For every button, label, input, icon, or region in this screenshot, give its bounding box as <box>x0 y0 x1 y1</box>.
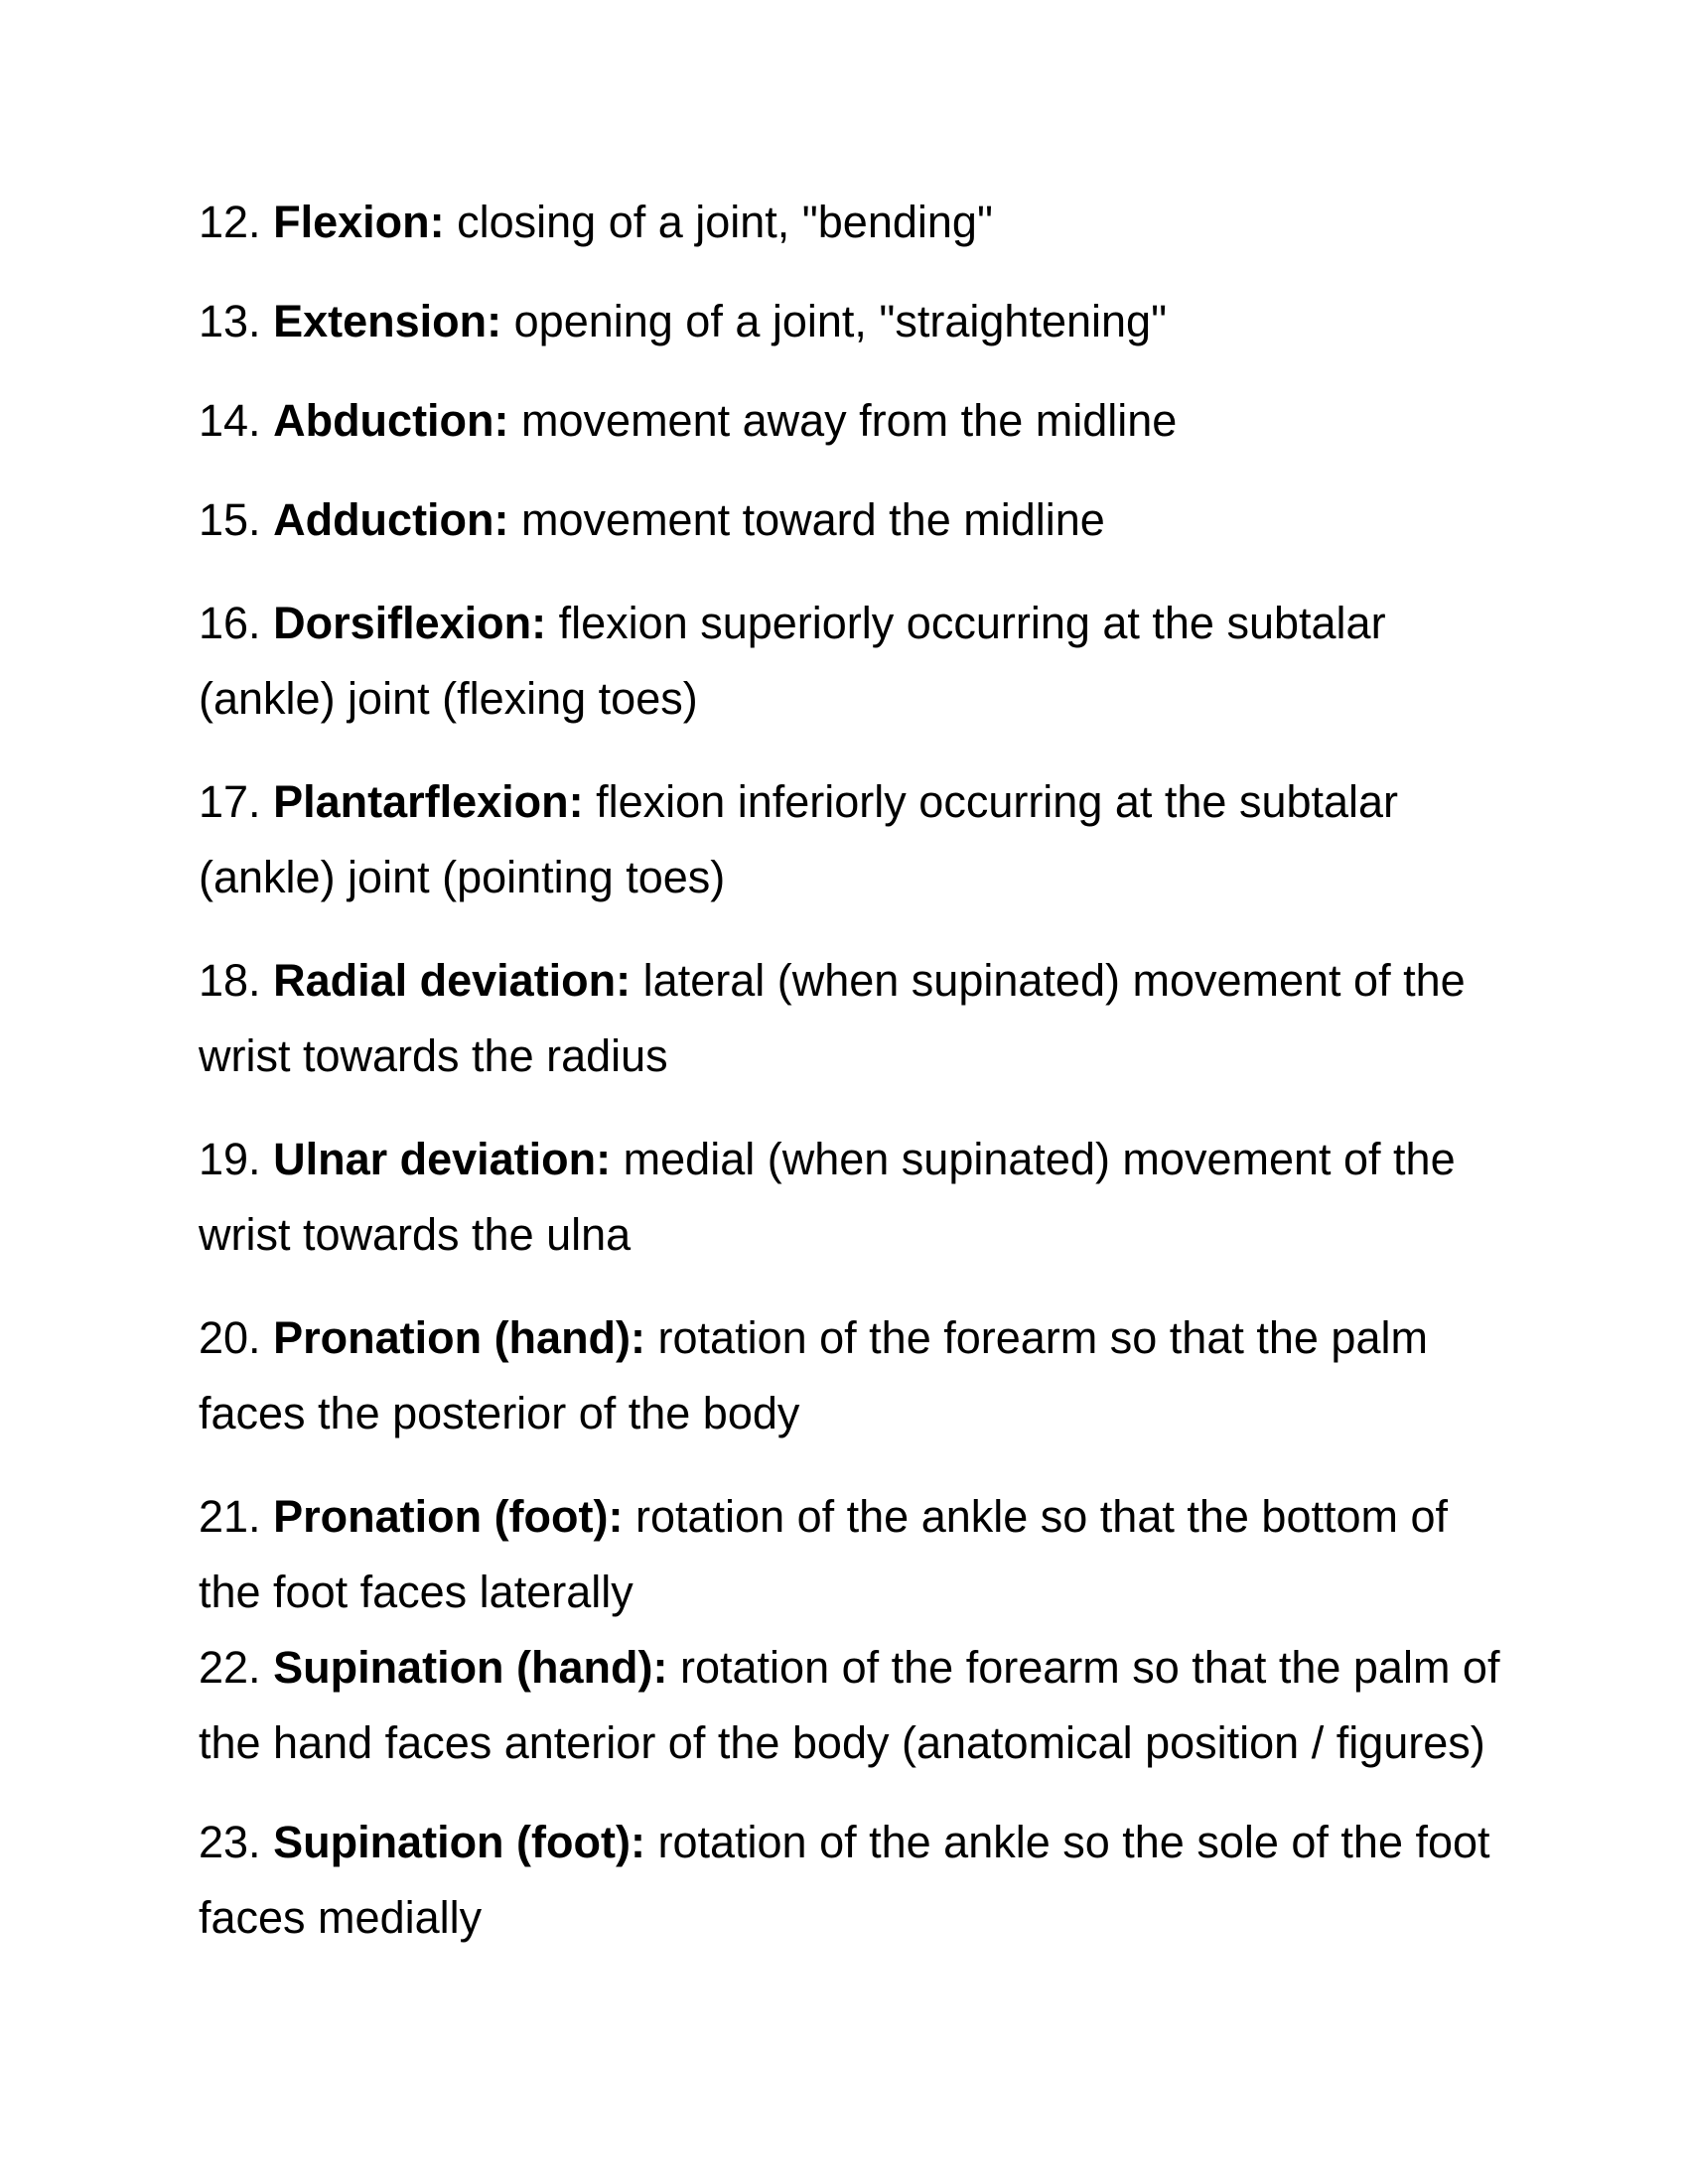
list-item-supination-hand <box>199 1630 1509 1781</box>
item-number: 16. <box>199 598 261 648</box>
item-term: Abduction: <box>273 395 509 446</box>
list-item-extension <box>199 284 1509 359</box>
item-number: 23. <box>199 1817 261 1867</box>
item-term: Pronation (foot): <box>273 1491 624 1542</box>
list-item-radial-deviation <box>199 943 1509 1094</box>
list-item-flexion <box>199 185 1509 260</box>
item-term: Supination (hand): <box>273 1642 668 1693</box>
item-definition: closing of a joint, "bending" <box>457 197 993 247</box>
item-term: Extension: <box>273 296 502 346</box>
item-term: Flexion: <box>273 197 445 247</box>
list-item-adduction <box>199 482 1509 558</box>
item-term: Adduction: <box>273 494 509 545</box>
item-number: 14. <box>199 395 261 446</box>
item-definition: rotation of the ankle so the sole of the foot faces medially <box>199 1817 1490 1943</box>
item-term: Plantarflexion: <box>273 776 584 827</box>
item-definition: movement toward the midline <box>521 494 1105 545</box>
item-number: 18. <box>199 955 261 1006</box>
item-term: Supination (foot): <box>273 1817 645 1867</box>
item-definition: movement away from the midline <box>521 395 1178 446</box>
item-number: 22. <box>199 1642 261 1693</box>
item-definition: rotation of the ankle so that the bottom of the foot faces laterally <box>199 1491 1449 1617</box>
item-definition: rotation of the forearm so that the palm of the hand faces anterior of the body (anatomical position / figures) <box>199 1642 1500 1768</box>
item-number: 15. <box>199 494 261 545</box>
item-term: Ulnar deviation: <box>273 1134 612 1184</box>
item-number: 13. <box>199 296 261 346</box>
item-term: Dorsiflexion: <box>273 598 547 648</box>
list-item-abduction <box>199 383 1509 459</box>
item-number: 12. <box>199 197 261 247</box>
item-definition: flexion superiorly occurring at the subtalar (ankle) joint (flexing toes) <box>199 598 1386 724</box>
item-definition: flexion inferiorly occurring at the subtalar (ankle) joint (pointing toes) <box>199 776 1399 902</box>
item-definition: lateral (when supinated) movement of the wrist towards the radius <box>199 955 1466 1081</box>
item-term: Radial deviation: <box>273 955 632 1006</box>
item-number: 21. <box>199 1491 261 1542</box>
list-item-pronation-foot <box>199 1479 1509 1630</box>
item-number: 17. <box>199 776 261 827</box>
list-item-pronation-hand <box>199 1300 1509 1451</box>
item-number: 19. <box>199 1134 261 1184</box>
item-definition: rotation of the forearm so that the palm faces the posterior of the body <box>199 1312 1428 1438</box>
item-definition: opening of a joint, "straightening" <box>513 296 1168 346</box>
list-item-plantarflexion <box>199 764 1509 915</box>
list-item-supination-foot <box>199 1805 1509 1956</box>
item-term: Pronation (hand): <box>273 1312 646 1363</box>
list-item-ulnar-deviation <box>199 1122 1509 1273</box>
item-definition: medial (when supinated) movement of the wrist towards the ulna <box>199 1134 1456 1260</box>
item-number: 20. <box>199 1312 261 1363</box>
list-item-dorsiflexion <box>199 586 1509 737</box>
